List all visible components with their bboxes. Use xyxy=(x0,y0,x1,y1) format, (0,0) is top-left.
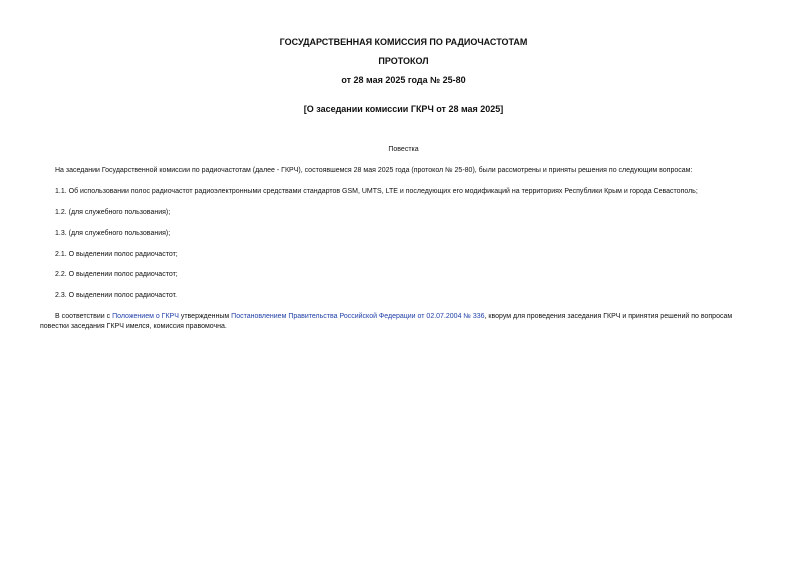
quorum-prefix: В соответствии с xyxy=(55,313,113,320)
quorum-suffix: , кворум для проведения заседания ГКРЧ и принятия решений по вопросам xyxy=(484,313,733,320)
agenda-heading: Повестка xyxy=(388,146,419,153)
intro-paragraph: На заседании Государственной комиссии по радиочастотам (далее - ГКРЧ), состоявшемся 28 мая 2025 года (протокол № 25-80), были рассмотрены и приняты решения по следующим вопросам: xyxy=(55,167,693,174)
agency-title: ГОСУДАРСТВЕННАЯ КОМИССИЯ ПО РАДИОЧАСТОТАМ xyxy=(279,37,528,47)
document-subject: [О заседании комиссии ГКРЧ от 28 мая 2025] xyxy=(303,104,504,114)
quorum-middle: утвержденным xyxy=(178,313,232,320)
regulation-link[interactable]: Положением о ГКРЧ xyxy=(112,313,179,320)
agenda-item: 1.2. (для служебного пользования); xyxy=(55,209,171,216)
agenda-item: 1.1. Об использовании полос радиочастот радиоэлектронными средствами стандартов GSM, UMTS, LTE и последующих его модификаций на территориях Республики Крым и города Севастополь; xyxy=(55,188,698,195)
agenda-item: 2.3. О выделении полос радиочастот. xyxy=(55,292,177,299)
agenda-item: 2.1. О выделении полос радиочастот; xyxy=(55,251,178,258)
quorum-conclusion: повестки заседания ГКРЧ имелся, комиссия правомочна. xyxy=(40,323,227,330)
agenda-item: 1.3. (для служебного пользования); xyxy=(55,230,171,237)
document-type: ПРОТОКОЛ xyxy=(378,56,429,66)
quorum-paragraph xyxy=(40,312,770,332)
date-line: от 28 мая 2025 года № 25-80 xyxy=(341,75,466,85)
government-decree-link[interactable]: Постановлением Правительства Российской Федерации от 02.07.2004 № 336 xyxy=(231,313,485,320)
agenda-item: 2.2. О выделении полос радиочастот; xyxy=(55,271,178,278)
